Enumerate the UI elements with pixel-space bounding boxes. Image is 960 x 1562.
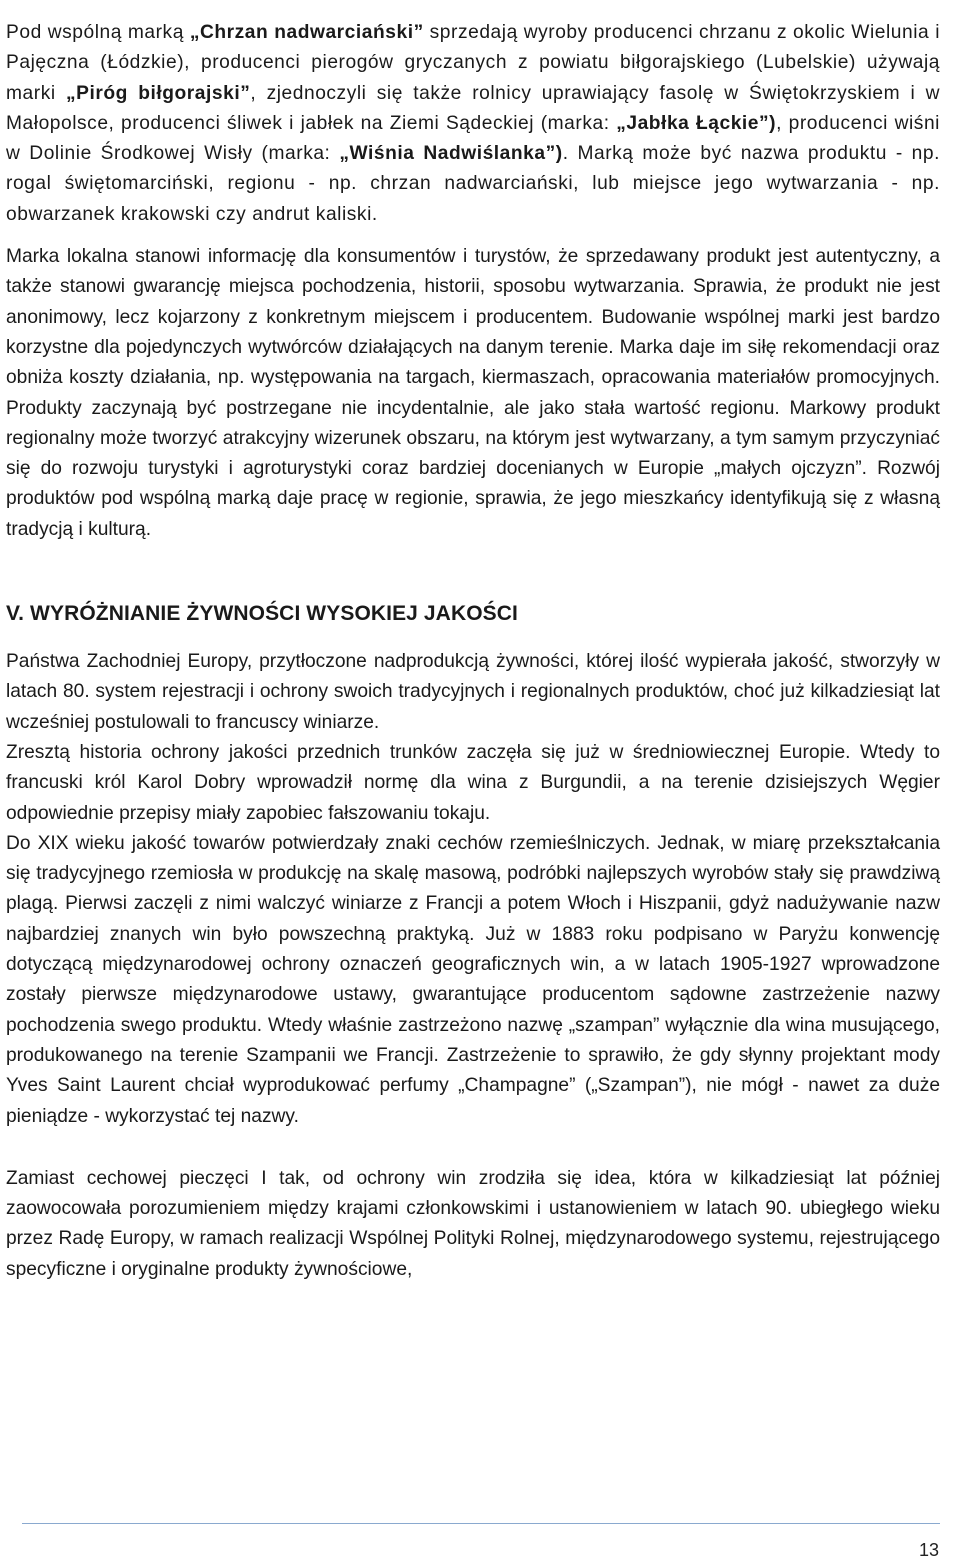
paragraph-regional-brands <box>6 18 940 230</box>
text-span: , zjednoczyli się także rolnicy uprawiający fasolę w Świętokrzyskiem i w Małopolsce, producenci śliwek i jabłek na Ziemi Sądeckiej (marka: <box>6 82 940 134</box>
paragraph-eu-system: Zamiast cechowej pieczęci I tak, od ochrony win zrodziła się idea, która w kilkadziesiąt lat później zaowocowała porozumieniem między krajami członkowskimi i ustanowieniem w latach 90. ubiegłego wieku przez Radę Europy, w ramach realizacji Wspólnej Polityki Rolnej, międzynarodowego systemu, rejestrującego specyficzne i oryginalne produkty żywnościowe, <box>6 1167 940 1280</box>
document-page <box>6 18 940 1285</box>
paragraph-history: Zresztą historia ochrony jakości przednich trunków zaczęła się już w średniowiecznej Europie. Wtedy to francuski król Karol Dobry wprowadził normę dla wina z Burgundii, a na terenie dzisiejszych Węgier odpowiednie przepisy miały zapobiec fałszowaniu tokaju. <box>6 741 940 824</box>
text-span: . Marką może być nazwa produktu - np. rogal świętomarciński, regionu - np. chrzan nadwarciański, lub miejsce jego wytwarzania - np. obwarzanek krakowski czy andrut kaliski. <box>6 143 941 225</box>
brand-name-jablka: „Jabłka Łąckie”) <box>616 112 777 134</box>
footer-rule <box>22 1523 940 1524</box>
paragraph-local-brand: Marka lokalna stanowi informację dla konsumentów i turystów, że sprzedawany produkt jest autentyczny, a także stanowi gwarancję miejsca pochodzenia, historii, sposobu wytwarzania. Sprawia, że produkt nie jest anonimowy, lecz kojarzony z konkretnym miejscem i producentem. Budowanie wspólnej marki jest bardzo korzystne dla pojedynczych wytwórców działających na danym terenie. Marka daje im siłę rekomendacji oraz obniża koszty działania, np. występowania na targach, kiermaszach, opracowania materiałów promocyjnych. Produkty zaczynają być postrzegane nie incydentalnie, ale jako stała wartość regionu. Markowy produkt regionalny może tworzyć atrakcyjny wizerunek obszaru, na którym jest wytwarzany, a tym samym przyczyniać się do rozwoju turystyki i agroturystyki coraz bardziej docenianych w Europie „małych ojczyzn”. Rozwój produktów pod wspólną marką daje pracę w regionie, sprawia, że jego mieszkańcy identyfikują się z własną tradycją i kulturą. <box>6 246 940 540</box>
paragraph-western-europe: Państwa Zachodniej Europy, przytłoczone nadprodukcją żywności, której ilość wypierała jakość, stworzyły w latach 80. system rejestracji i ochrony swoich tradycyjnych i regionalnych produktów, choć już kilkadziesiąt lat wcześniej postulowali to francuscy winiarze. <box>6 651 940 733</box>
text-span: , producenci wiśni w Dolinie Środkowej Wisły (marka: <box>6 112 940 165</box>
brand-name-wisnia: „Wiśnia Nadwiślanka”) <box>339 143 563 165</box>
text-span: Pod wspólną marką <box>6 22 190 43</box>
brand-name-pirog: „Piróg biłgorajski” <box>65 82 251 104</box>
paragraph-xix-century: Do XIX wieku jakość towarów potwierdzały znaki cechów rzemieślniczych. Jednak, w miarę przekształcania się tradycyjnego rzemiosła w produkcję na skalę masową, podróbki najlepszych wyrobów stały się prawdziwą plagą. Pierwsi zaczęli z nimi walczyć winiarze z Francji a potem Włoch i Hiszpanii, gdyż nadużywanie nazw najbardziej znanych win było powszechną praktyką. Już w 1883 roku podpisano w Paryżu konwencję dotyczącą międzynarodowej ochrony oznaczeń geograficznych win, a w latach 1905-1927 wprowadzone zostały pierwsze międzynarodowe ustawy, gwarantujące producentom sądowne zastrzeżenie nazwy pochodzenia swego produktu. Wtedy właśnie zastrzeżono nazwę „szampan” wyłącznie dla wina musującego, produkowanego na terenie Szampanii we Francji. Zastrzeżenie to sprawiło, że gdy słynny projektant mody Yves Saint Laurent chciał wyprodukować perfumy „Champagne” („Szampan”), nie mógł - nawet za duże pieniądze - wykorzystać tej nazwy. <box>6 832 940 1127</box>
text-span: sprzedają wyroby producenci chrzanu z okolic Wielunia i Pajęczna (Łódzkie), producenci pierogów gryczanych z powiatu biłgorajskiego (Lubelskie) używają marki <box>6 22 941 104</box>
page-number: 13 <box>918 1540 939 1560</box>
brand-name-chrzan: „Chrzan nadwarciański” <box>189 22 424 43</box>
section-heading: V. WYRÓŻNIANIE ŻYWNOŚCI WYSOKIEJ JAKOŚCI <box>6 602 518 626</box>
